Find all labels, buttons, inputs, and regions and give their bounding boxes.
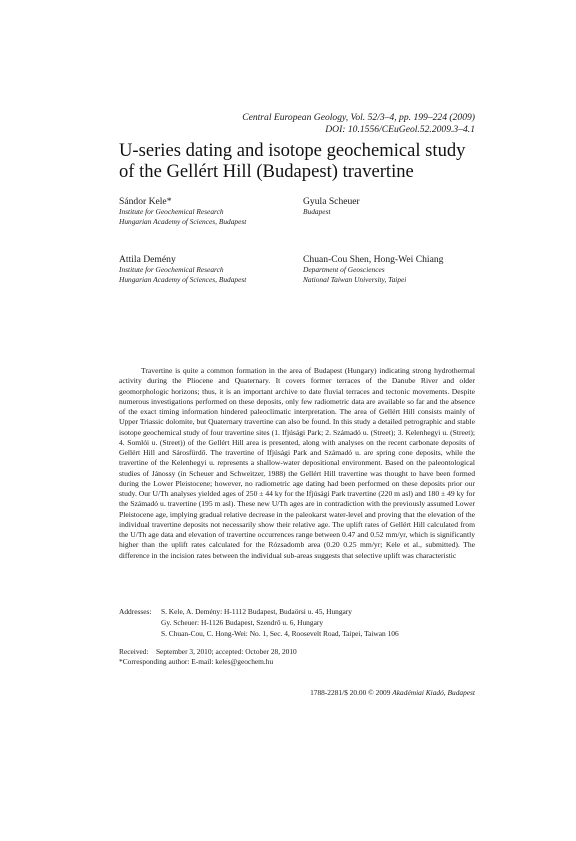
author-affiliation: Institute for Geochemical Research <box>119 265 224 274</box>
author-block-demeny <box>119 254 246 285</box>
abstract-text: Travertine is quite a common formation in the area of Budapest (Hungary) indicating strong hydrothermal activity during the Pliocene and Quaternary. It covers former terraces of the Danube River and older geomorphologic horizons; thus, it is an important archive to date fluvial terraces and tectonic movements. Despite numerous investigations performed on these deposits, only few radiometric data are available so far and the absence of the exact timing information hindered paleoclimatic interpretation. The area of Gellért Hill consists mainly of Upper Triassic dolomite, but Quaternary travertine can also be found. In this study a detailed petrographic and stable isotope geochemical study of four travertine sites (1. Ifjúsági Park; 2. Számadó u. (Street); 3. Kelenhegyi u. (Street); 4. Somlói u. (Street)) of the Gellért Hill area is presented, along with analyses on the recent carbonate deposits of Gellért Hill and Sárosfürdő. The travertine of Ifjúsági Park and Számadó u. are spring cone deposits, while the travertine of the Kelenhegyi u. represents a shallow-water depositional environment. Based on the paleontological studies of Jánossy (in Scheuer and Schweitzer, 1988) the Gellért Hill travertine was thought to have been formed during the Lower Pleistocene; however, no radiometric age dating had been performed on these deposits prior our study. Our U/Th analyses yielded ages of 250 ± 44 ky for the Ifjúsági Park travertine (220 m asl) and 180 ± 49 ky for the Számadó u. travertine (195 m asl). These new U/Th ages are in contradiction with the previously assumed Lower Pleistocene age, implying gradual relative decrease in the paleokarst water-level and proving that the elevation of the individual travertine deposits not necessarily show their relative age. The uplift rates of Gellért Hill calculated from the U/Th age data and elevation of travertine occurrences range between 0.47 and 0.52 mm/yr, which is significantly higher than the uplift rates calculated for the Rózsadomb area (0.20 0.25 mm/yr; Kele et al., submitted). The difference in the incision rates between the individual sub-areas suggests that selective uplift was characteristic <box>119 366 475 560</box>
addresses-block <box>119 606 399 640</box>
doi-line: DOI: 10.1556/CEuGeol.52.2009.3–4.1 <box>325 124 475 135</box>
received-date: Received: September 3, 2010; accepted: October 28, 2010 <box>119 647 297 656</box>
title-line-2: of the Gellért Hill (Budapest) travertine <box>119 161 414 182</box>
author-affiliation: National Taiwan University, Taipei <box>303 275 407 284</box>
paper-title <box>119 140 499 182</box>
author-affiliation: Budapest <box>303 207 331 216</box>
issn-price: 1788-2281/$ 20.00 © 2009 <box>310 688 393 697</box>
author-block-kele <box>119 196 246 227</box>
journal-citation: Central European Geology, Vol. 52/3–4, pp. 199–224 (2009) <box>242 112 475 123</box>
author-name: Attila Demény <box>119 254 176 265</box>
author-name: Gyula Scheuer <box>303 196 360 207</box>
author-affiliation: Hungarian Academy of Sciences, Budapest <box>119 217 247 226</box>
copyright-footer <box>310 688 475 697</box>
publisher: Akadémiai Kiadó, Budapest <box>392 688 475 697</box>
author-name: Chuan-Cou Shen, Hong-Wei Chiang <box>303 254 444 265</box>
address-line: S. Chuan-Cou, C. Hong-Wei: No. 1, Sec. 4, Roosevelt Road, Taipei, Taiwan 106 <box>161 629 399 639</box>
author-name: Sándor Kele* <box>119 196 172 207</box>
address-line: Gy. Scheuer: H-1126 Budapest, Szendrő u. 6, Hungary <box>161 618 324 628</box>
author-block-shen-chiang <box>303 254 443 285</box>
author-affiliation: Department of Geosciences <box>303 265 385 274</box>
title-line-1: U-series dating and isotope geochemical study <box>119 140 466 161</box>
addresses-label: Addresses: <box>119 607 152 616</box>
corresponding-author: *Corresponding author: E-mail: keles@geochem.hu <box>119 657 274 667</box>
dates-block <box>119 647 297 668</box>
address-line: S. Kele, A. Demény: H-1112 Budapest, Budaörsi u. 45, Hungary <box>161 607 352 616</box>
author-affiliation: Hungarian Academy of Sciences, Budapest <box>119 275 247 284</box>
author-block-scheuer <box>303 196 360 217</box>
author-affiliation: Institute for Geochemical Research <box>119 207 224 216</box>
